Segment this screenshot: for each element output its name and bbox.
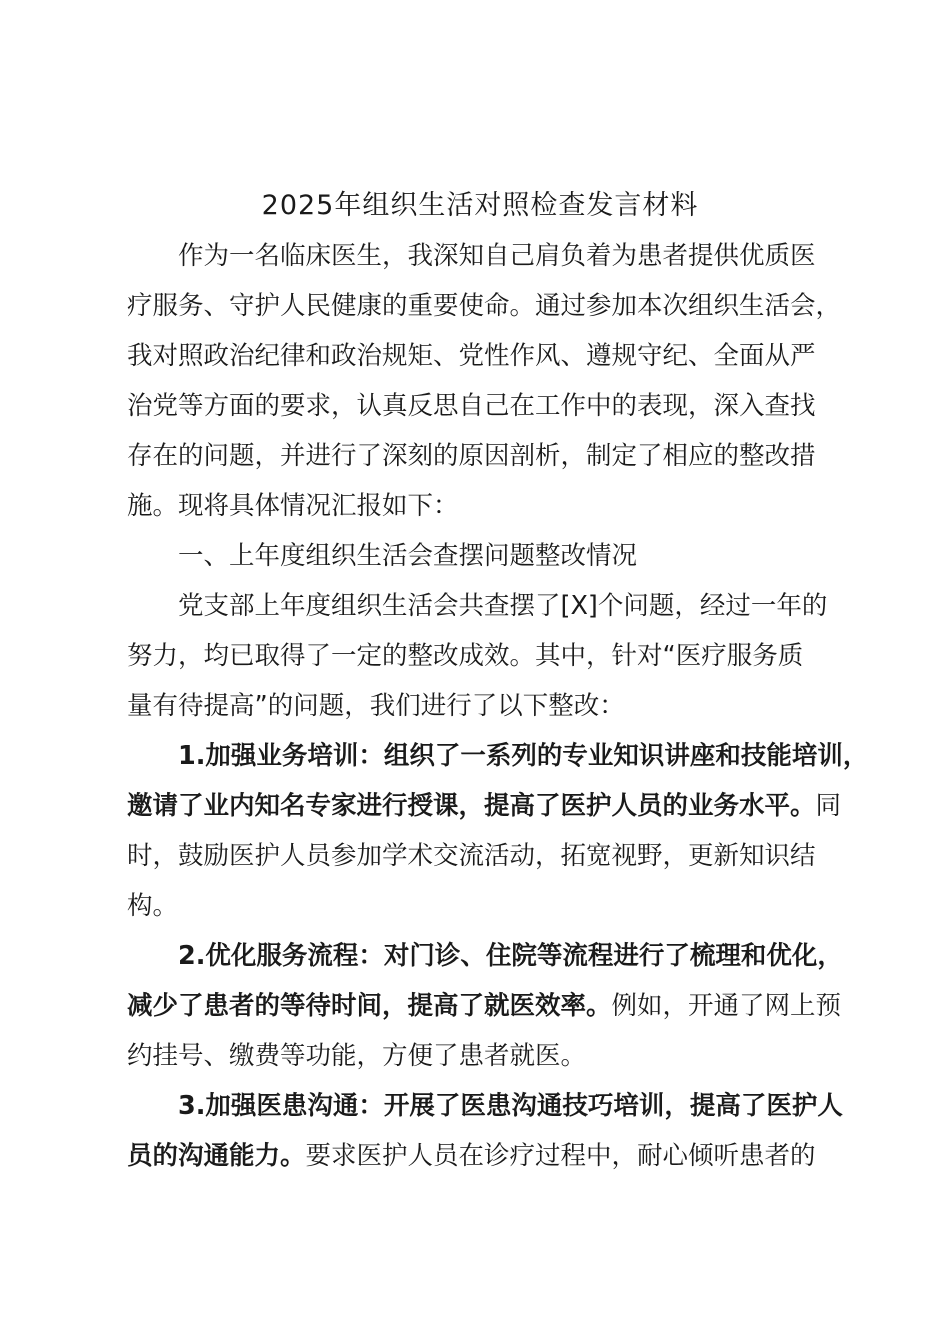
text-run: 努力，均已取得了一定的整改成效。其中，针对“医疗服务质 bbox=[127, 641, 804, 671]
text-run: 一、上年度组织生活会查摆问题整改情况 bbox=[178, 541, 638, 571]
text-run: 量有待提高”的问题，我们进行了以下整改： bbox=[127, 691, 625, 721]
text-run: 疗服务、守护人民健康的重要使命。通过参加本次组织生活会， bbox=[127, 291, 842, 321]
text-run: 我对照政治纪律和政治规矩、党性作风、遵规守纪、全面从严 bbox=[127, 341, 816, 371]
text-line bbox=[127, 836, 816, 876]
text-line bbox=[178, 736, 868, 776]
bold-text-run: 3.加强医患沟通：开展了医患沟通技巧培训，提高了医护人 bbox=[178, 1091, 843, 1121]
text-line bbox=[127, 486, 459, 526]
text-run: 存在的问题，并进行了深刻的原因剖析，制定了相应的整改措 bbox=[127, 441, 816, 471]
text-run: 党支部上年度组织生活会共查摆了[X]个问题，经过一年的 bbox=[178, 591, 828, 621]
text-run: 时，鼓励医护人员参加学术交流活动，拓宽视野，更新知识结 bbox=[127, 841, 816, 871]
text-run: 例如，开通了网上预 bbox=[611, 991, 842, 1021]
text-line bbox=[127, 786, 841, 826]
text-line bbox=[127, 1036, 586, 1076]
bold-text-run: 1.加强业务培训：组织了一系列的专业知识讲座和技能培训， bbox=[178, 741, 869, 771]
text-line bbox=[178, 236, 816, 276]
bold-text-run: 邀请了业内知名专家进行授课，提高了医护人员的业务水平。 bbox=[127, 791, 816, 821]
text-run: 约挂号、缴费等功能，方便了患者就医。 bbox=[127, 1041, 587, 1071]
text-line bbox=[178, 586, 827, 626]
document-title: 2025年组织生活对照检查发言材料 bbox=[261, 190, 699, 221]
text-line bbox=[178, 536, 637, 576]
text-line bbox=[127, 386, 816, 426]
text-line bbox=[178, 1086, 843, 1126]
text-run: 施。现将具体情况汇报如下： bbox=[127, 491, 459, 521]
bold-text-run: 减少了患者的等待时间，提高了就医效率。 bbox=[127, 991, 612, 1021]
text-line bbox=[127, 1136, 816, 1176]
text-run: 治党等方面的要求，认真反思自己在工作中的表现，深入查找 bbox=[127, 391, 816, 421]
text-line bbox=[127, 286, 841, 326]
bold-text-run: 2.优化服务流程：对门诊、住院等流程进行了梳理和优化， bbox=[178, 941, 843, 971]
bold-text-run: 员的沟通能力。 bbox=[127, 1141, 306, 1171]
text-run: 要求医护人员在诊疗过程中，耐心倾听患者的 bbox=[305, 1141, 816, 1171]
text-line bbox=[127, 636, 803, 676]
text-line bbox=[127, 986, 841, 1026]
text-line bbox=[127, 436, 816, 476]
text-line bbox=[178, 936, 843, 976]
text-run: 作为一名临床医生，我深知自己肩负着为患者提供优质医 bbox=[178, 241, 816, 271]
text-line bbox=[127, 336, 816, 376]
text-line bbox=[127, 886, 178, 926]
text-run: 同 bbox=[815, 791, 842, 821]
text-line bbox=[127, 686, 625, 726]
text-run: 构。 bbox=[127, 891, 179, 921]
